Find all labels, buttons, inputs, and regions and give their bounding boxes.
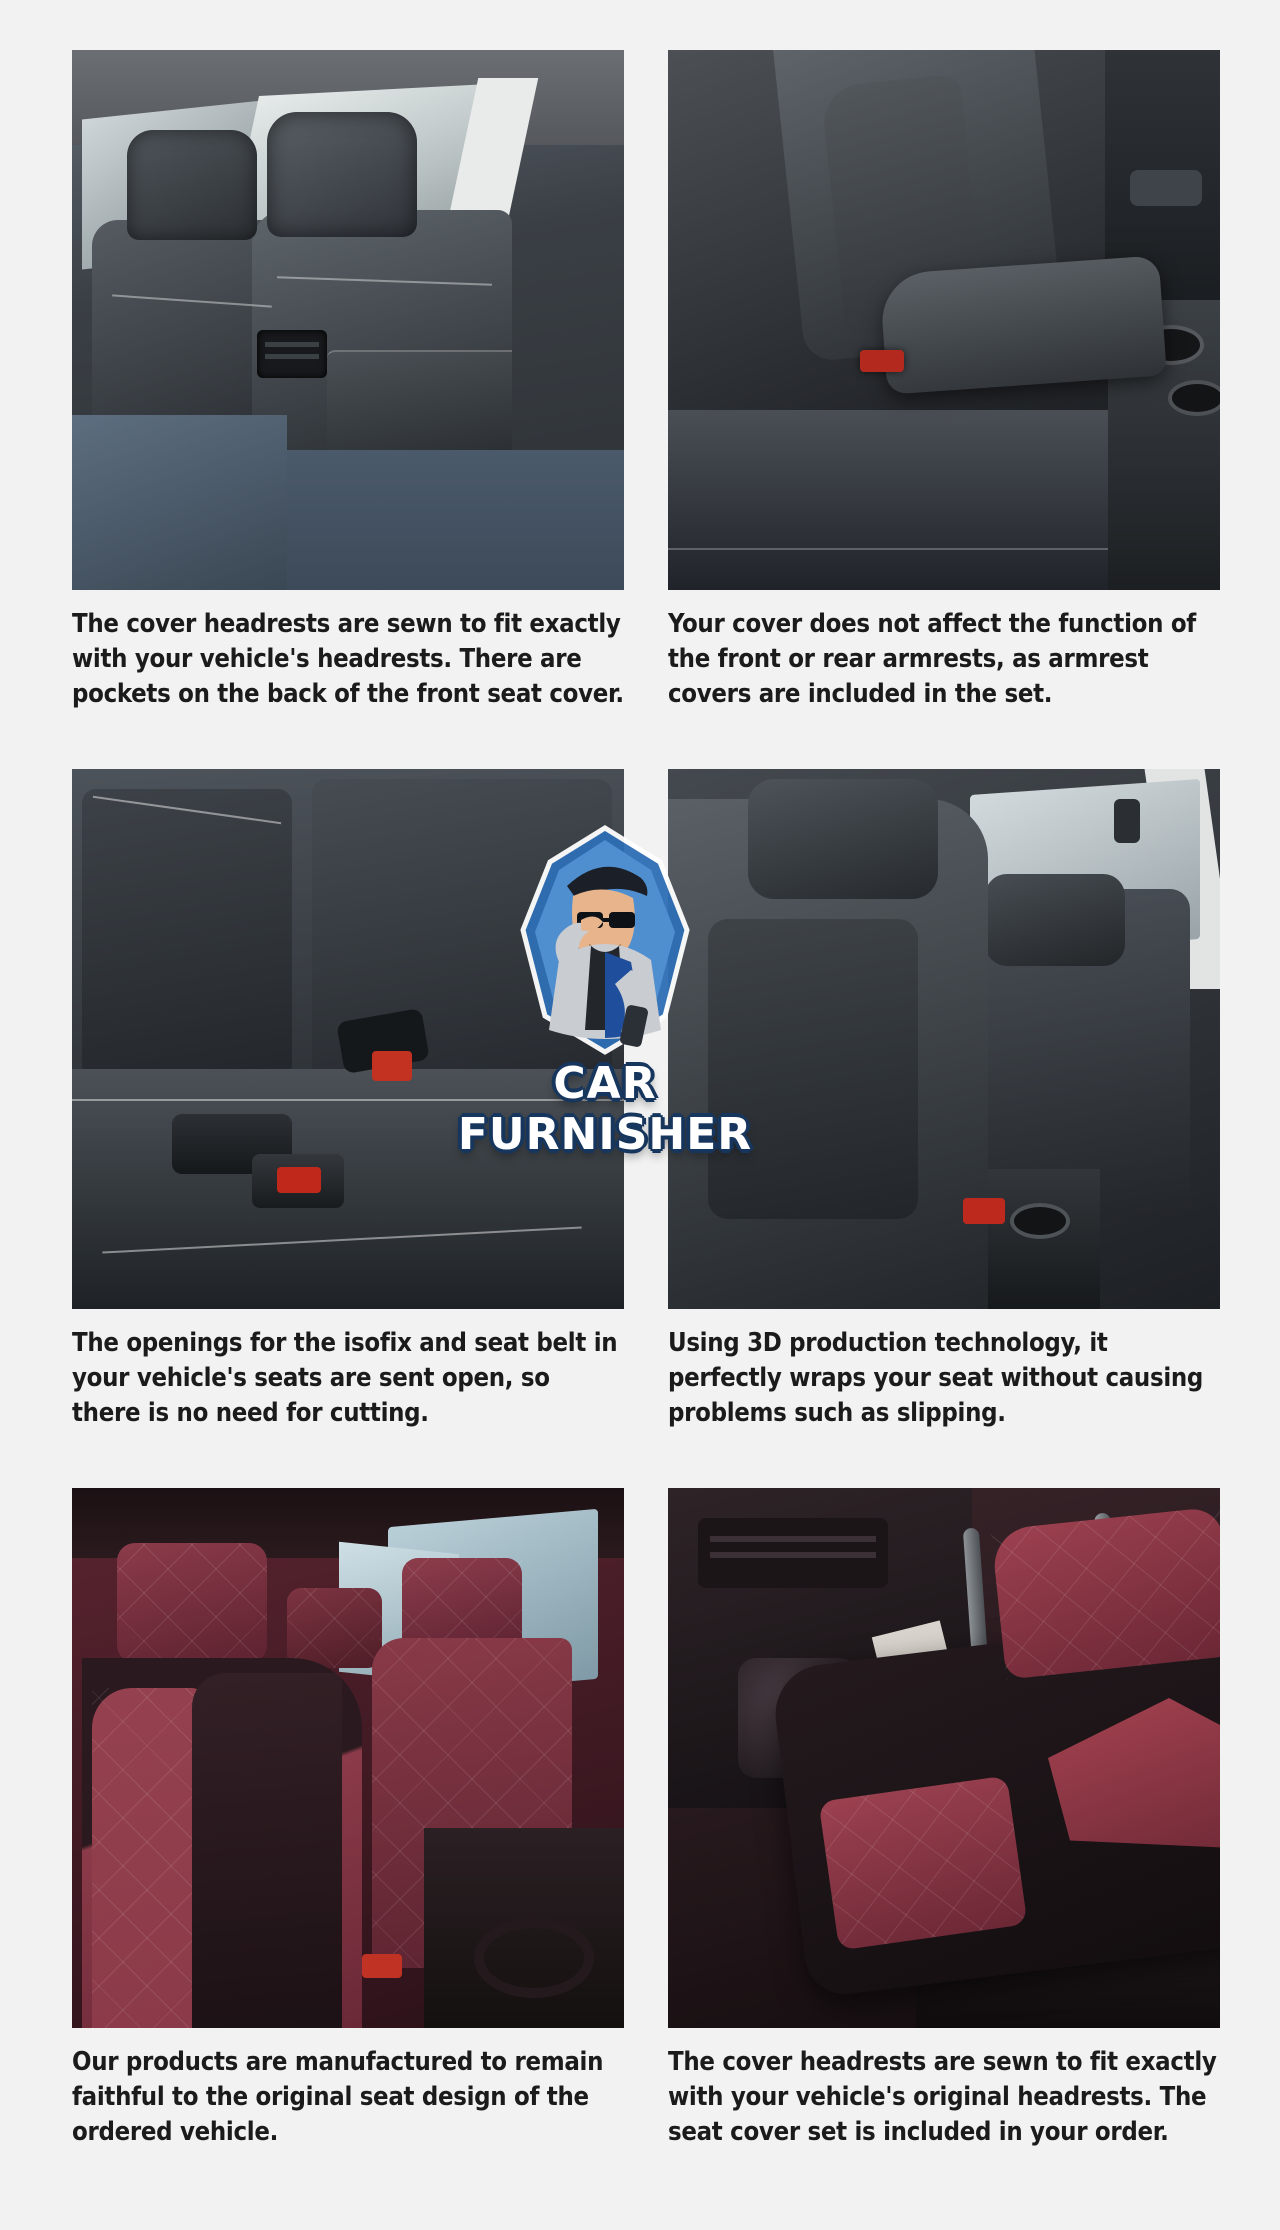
seat-back-pocket: [327, 350, 512, 455]
feature-caption: Using 3D production technology, it perfectly wraps your seat without causing problems such as slipping.: [668, 1328, 1204, 1429]
diamond-quilt-pattern: [287, 1588, 382, 1668]
rear-seat-base: [72, 1069, 624, 1309]
front-headrest-cover: [748, 779, 938, 899]
seat-center-panel: [192, 1673, 342, 2028]
feature-caption: The cover headrests are sewn to fit exactly with your vehicle's original headrests. The seat cover set is included in your order.: [668, 2047, 1217, 2148]
feature-card: [668, 769, 1220, 1450]
armrest-cover: [879, 255, 1167, 394]
cup-holder: [1010, 1203, 1070, 1239]
feature-card: [72, 1488, 624, 2169]
feature-caption: The cover headrests are sewn to fit exactly with your vehicle's headrests. There are pockets on the back of the front seat cover.: [72, 609, 624, 710]
diamond-quilt-pattern: [117, 1543, 267, 1663]
feature-caption: The openings for the isofix and seat belt in your vehicle's seats are sent open, so there is no need for cutting.: [72, 1328, 618, 1429]
feature-caption: Our products are manufactured to remain faithful to the original seat design of the ordered vehicle.: [72, 2047, 604, 2148]
steering-wheel: [474, 1918, 594, 1998]
cup-holder: [1168, 380, 1220, 416]
suede-insert-panel: [82, 789, 292, 1079]
feature-grid: [72, 50, 1220, 2169]
seat-back-top-panel: [991, 1506, 1220, 1679]
stitch-line: [72, 1099, 624, 1101]
feature-card: [72, 769, 624, 1450]
diamond-quilt-pattern: [818, 1776, 1027, 1951]
quilted-side-panel: [818, 1776, 1027, 1951]
feature-image-armrest-covers: [668, 50, 1220, 590]
feature-image-headrest-fit: [668, 1488, 1220, 2028]
headrest-cover-left: [117, 1543, 267, 1663]
feature-image-3d-production: [668, 769, 1220, 1309]
headrest-left: [127, 130, 257, 240]
feature-image-original-design: [72, 1488, 624, 2028]
feature-card: [72, 50, 624, 731]
rear-seat-bolster: [72, 415, 287, 590]
suede-insert-panel: [708, 919, 918, 1219]
seat-bolster: [92, 1688, 202, 2028]
diamond-quilt-pattern: [991, 1506, 1220, 1679]
feature-image-isofix-openings: [72, 769, 624, 1309]
headrest-right: [267, 112, 417, 237]
seat-belt-buckle: [963, 1198, 1005, 1224]
buckle-release-button: [277, 1167, 321, 1193]
seat-belt-buckle: [860, 350, 904, 372]
feature-caption: Your cover does not affect the function of the front or rear armrests, as armrest covers are included in the set.: [668, 609, 1196, 710]
rear-air-vent: [257, 330, 327, 378]
door-handle: [1130, 170, 1202, 206]
brand-name: CAR FURNISHER: [457, 1058, 753, 1160]
rear-headrest-cover: [985, 874, 1125, 966]
buckle-release-button: [372, 1051, 412, 1081]
feature-card: [668, 50, 1220, 731]
coat-hook: [1114, 799, 1140, 843]
seat-belt-buckle: [362, 1954, 402, 1978]
diamond-quilt-pattern: [92, 1688, 202, 2028]
air-vent: [698, 1518, 888, 1588]
headrest-cover-center: [287, 1588, 382, 1668]
feature-card: [668, 1488, 1220, 2169]
feature-image-headrests-pockets: [72, 50, 624, 590]
